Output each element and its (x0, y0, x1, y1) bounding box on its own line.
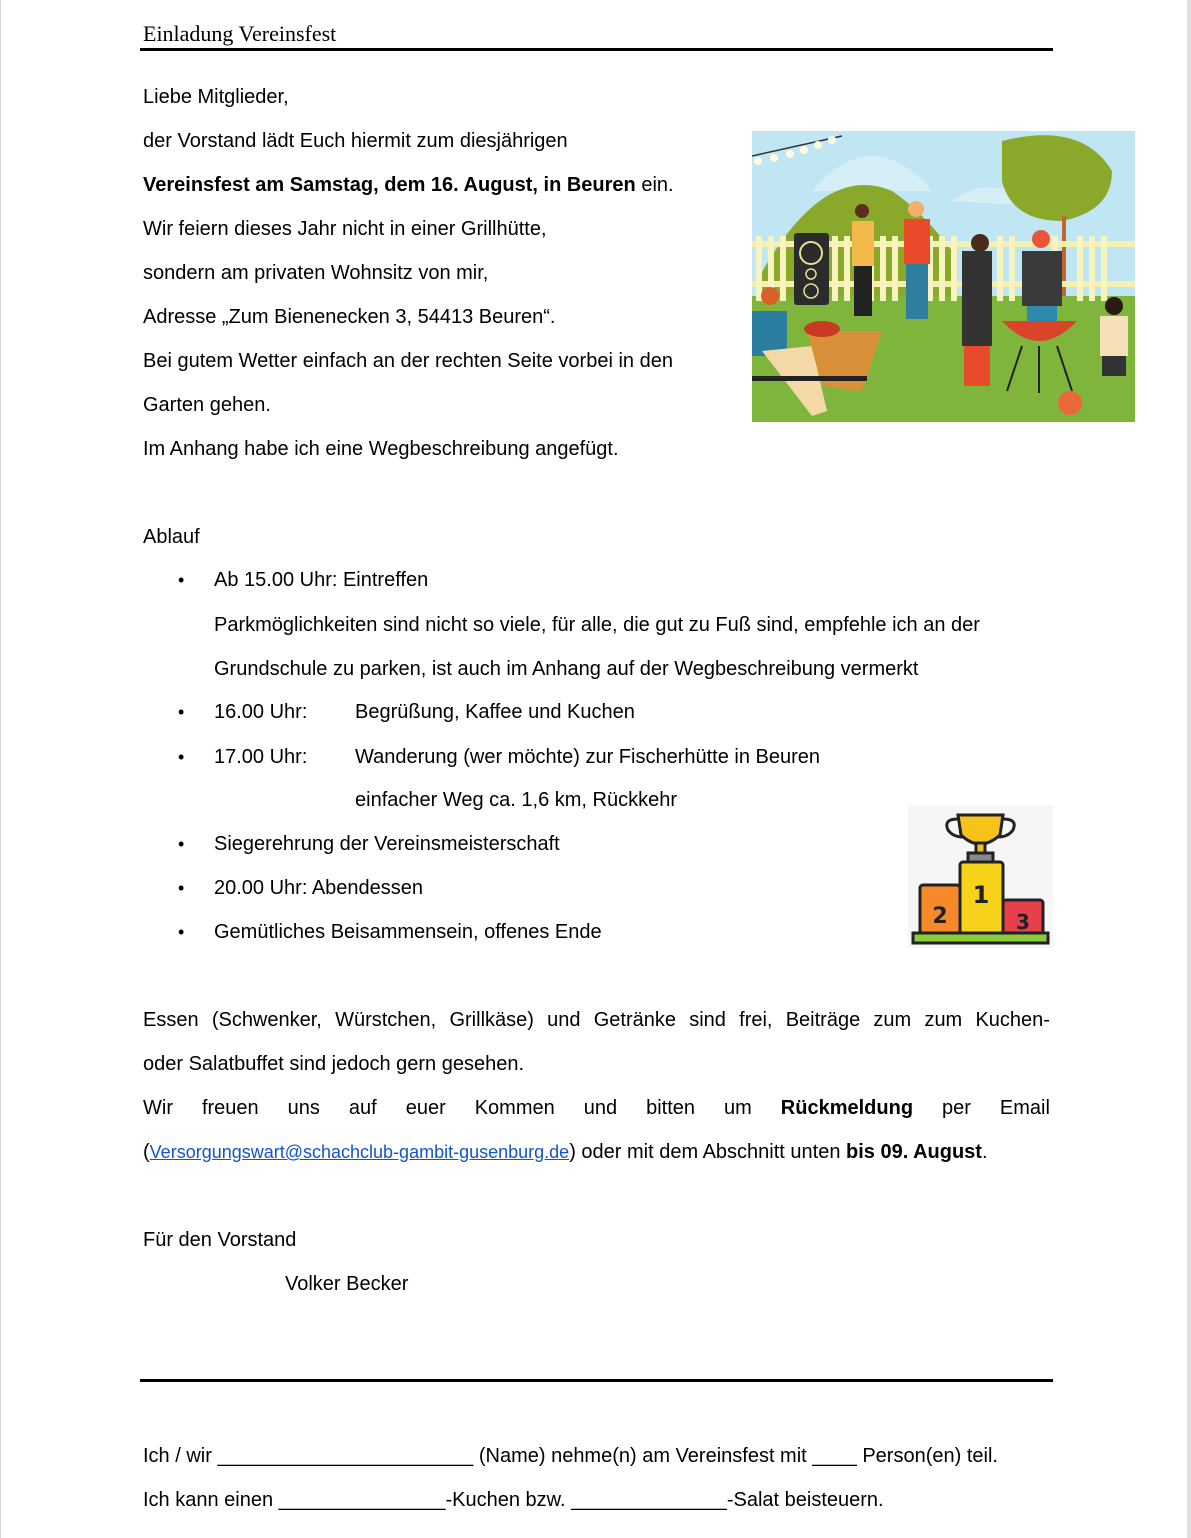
schedule-item: 20.00 Uhr: Abendessen (214, 877, 424, 899)
schedule-item: Wanderung (wer möchte) zur Fischerhütte in Beuren (355, 746, 821, 768)
bullet-icon: • (178, 747, 185, 767)
word: und (583, 1097, 618, 1119)
bullet-icon: • (178, 922, 185, 942)
signature-name: Volker Becker (285, 1273, 409, 1295)
scrollbar-track[interactable] (1187, 0, 1191, 1538)
header-rule (140, 48, 1053, 51)
intro-line-2-rest: ein. (635, 174, 674, 196)
schedule-item-note: einfacher Weg ca. 1,6 km, Rückkehr (355, 789, 677, 811)
intro-line-3: Wir feiern dieses Jahr nicht in einer Grillhütte, (143, 218, 547, 240)
podium-trophy-icon (908, 805, 1053, 948)
word: sind (689, 1009, 726, 1031)
word: freuen (201, 1097, 259, 1119)
schedule-item-time: 17.00 Uhr: (214, 746, 308, 768)
cut-line-divider (140, 1379, 1053, 1382)
word: auf (348, 1097, 377, 1119)
word: Email (999, 1097, 1050, 1119)
signature-closing: Für den Vorstand (143, 1229, 297, 1251)
word: und (547, 1009, 581, 1031)
intro-line-6: Bei gutem Wetter einfach an der rechten Seite vorbei in den (143, 350, 673, 372)
schedule-heading: Ablauf (143, 526, 200, 548)
word: Kommen (474, 1097, 555, 1119)
address-line: Adresse „Zum Bienenecken 3, 54413 Beuren“. (143, 306, 556, 328)
schedule-item: Ab 15.00 Uhr: Eintreffen (214, 569, 429, 591)
word: Grillkäse) (449, 1009, 534, 1031)
word: Essen (143, 1009, 199, 1031)
bullet-icon: • (178, 570, 185, 590)
word: Getränke (593, 1009, 676, 1031)
svg-text:3: 3 (1016, 910, 1030, 934)
word: euer (405, 1097, 446, 1119)
event-date-bold: Vereinsfest am Samstag, dem 16. August, in Beuren (143, 174, 636, 196)
word: frei, (739, 1009, 773, 1031)
schedule-item: Siegerehrung der Vereinsmeisterschaft (214, 833, 560, 855)
svg-text:2: 2 (932, 904, 948, 929)
schedule-item-note: Grundschule zu parken, ist auch im Anhang auf der Wegbeschreibung vermerkt (214, 658, 919, 680)
document-header-title: Einladung Vereinsfest (143, 21, 337, 46)
info-line-2: oder Salatbuffet sind jedoch gern gesehen. (143, 1053, 525, 1075)
schedule-item-note: Parkmöglichkeiten sind nicht so viele, für alle, die gut zu Fuß sind, empfehle ich an der (214, 614, 980, 636)
word: Würstchen, (335, 1009, 437, 1031)
schedule-item: Gemütliches Beisammensein, offenes Ende (214, 921, 602, 943)
rsvp-form-line-2[interactable]: Ich kann einen _______________-Kuchen bzw. ______________-Salat beisteuern. (143, 1489, 884, 1511)
info-line-3 (143, 1095, 1050, 1121)
period: . (981, 1141, 988, 1163)
rsvp-bold: Rückmeldung (780, 1097, 914, 1119)
schedule-item: Begrüßung, Kaffee und Kuchen (355, 701, 635, 723)
deadline-bold: bis 09. August (846, 1141, 982, 1163)
bullet-icon: • (178, 878, 185, 898)
word: Kuchen- (975, 1009, 1050, 1031)
info-line-1 (143, 1007, 1050, 1033)
word: bitten (646, 1097, 696, 1119)
word: (Schwenker, (211, 1009, 322, 1031)
garden-party-illustration (752, 131, 1135, 422)
paren: ( (143, 1141, 150, 1163)
word: um (724, 1097, 752, 1119)
intro-line-7: Garten gehen. (143, 394, 271, 416)
word: Wir (143, 1097, 173, 1119)
intro-line-8: Im Anhang habe ich eine Wegbeschreibung angefügt. (143, 438, 619, 460)
info-line-4 (143, 1139, 988, 1165)
word: Beiträge (785, 1009, 861, 1031)
bullet-icon: • (178, 702, 185, 722)
intro-line-4: sondern am privaten Wohnsitz von mir, (143, 262, 489, 284)
word: zum (924, 1009, 963, 1031)
intro-line-1: der Vorstand lädt Euch hiermit zum diesjährigen (143, 130, 568, 152)
schedule-item-time: 16.00 Uhr: (214, 701, 308, 723)
word: uns (287, 1097, 320, 1119)
bullet-icon: • (178, 834, 185, 854)
email-link[interactable]: Versorgungswart@schachclub-gambit-gusenburg.de (149, 1142, 570, 1162)
info-line-4-text: ) oder mit dem Abschnitt unten (569, 1141, 846, 1163)
page-edge-left (0, 0, 1, 1538)
svg-text:1: 1 (972, 881, 990, 909)
greeting: Liebe Mitglieder, (143, 86, 289, 108)
word: zum (873, 1009, 912, 1031)
word: per (942, 1097, 971, 1119)
rsvp-form-line-1[interactable]: Ich / wir _______________________ (Name) nehme(n) am Vereinsfest mit ____ Person(en) teil. (143, 1445, 998, 1467)
intro-line-2 (143, 172, 674, 198)
